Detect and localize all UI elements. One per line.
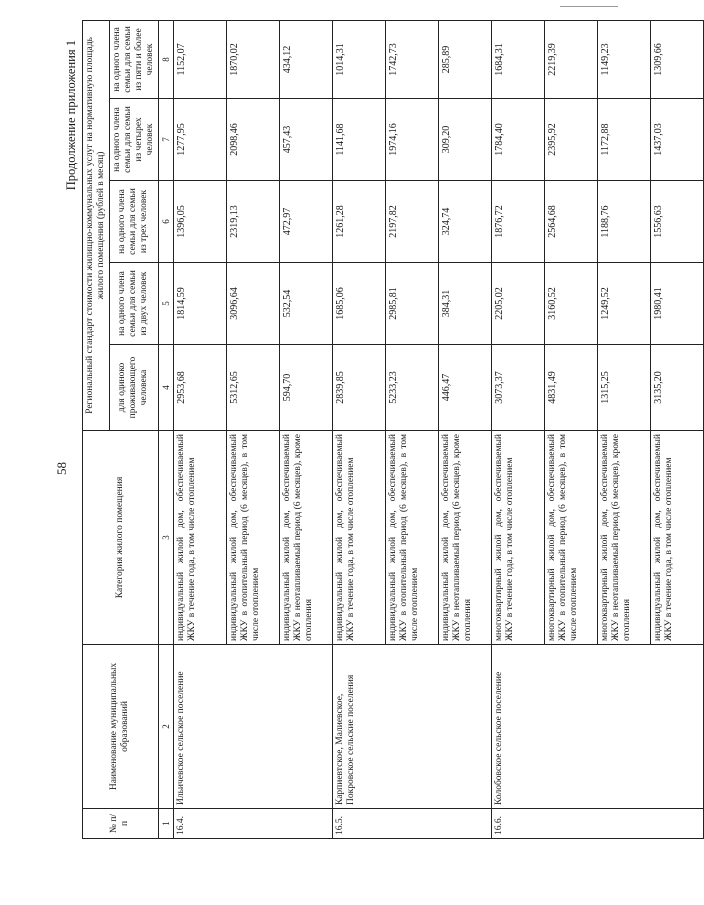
- table-row: [173, 20, 226, 838]
- value-cell: 1261,28: [332, 181, 385, 263]
- value-cell: 3096,64: [226, 263, 279, 345]
- value-cell: 2564,68: [544, 181, 597, 263]
- category-cell: индивидуальный жилой дом, обеспечиваемый ЖКУ в неотапливаемый период (6 месяцев), кроме отопления: [279, 431, 332, 645]
- page-number: 58: [54, 462, 69, 475]
- value-cell: 1014,31: [332, 20, 385, 98]
- value-cell: 2197,82: [385, 181, 438, 263]
- value-cell: 2319,13: [226, 181, 279, 263]
- value-cell: 594,70: [279, 345, 332, 431]
- value-cell: 1309,66: [650, 20, 703, 98]
- value-cell: 446,47: [438, 345, 491, 431]
- value-cell: 1396,05: [173, 181, 226, 263]
- column-number: 3: [158, 431, 173, 645]
- value-cell: 1152,07: [173, 20, 226, 98]
- value-cell: 434,12: [279, 20, 332, 98]
- value-cell: 3160,52: [544, 263, 597, 345]
- value-cell: 285,89: [438, 20, 491, 98]
- value-cell: 2953,68: [173, 345, 226, 431]
- row-number: 16.6.: [491, 809, 703, 839]
- value-cell: 1980,41: [650, 263, 703, 345]
- value-cell: 1249,52: [597, 263, 650, 345]
- appendix-title: Продолжение приложения 1: [64, 40, 78, 191]
- value-cell: 472,97: [279, 181, 332, 263]
- value-cell: 2219,39: [544, 20, 597, 98]
- header-four: на одного члена семьи для семьи из четырех человек: [109, 99, 158, 181]
- value-cell: 3135,20: [650, 345, 703, 431]
- value-cell: 1784,40: [491, 99, 544, 181]
- value-cell: 384,31: [438, 263, 491, 345]
- value-cell: 457,43: [279, 99, 332, 181]
- value-cell: 1277,95: [173, 99, 226, 181]
- header-five: на одного члена семьи для семьи из пяти и более человек: [109, 20, 158, 98]
- municipality-name: Карпиевтское, Малиевское, Покровское сельские поселения: [332, 645, 491, 809]
- value-cell: 5233,23: [385, 345, 438, 431]
- header-standard-title: Региональный стандарт стоимости жилищно-коммунальных услуг на нормативную площадь жилого помещения (рублей в месяц): [83, 20, 110, 430]
- table-row: [332, 20, 385, 838]
- category-cell: многоквартирный жилой дом, обеспечиваемый ЖКУ в неотапливаемый период (6 месяцев), кроме отопления: [597, 431, 650, 645]
- value-cell: 2395,92: [544, 99, 597, 181]
- header-single: для одиноко проживающего человека: [109, 345, 158, 431]
- table-row: [491, 20, 544, 838]
- category-cell: индивидуальный жилой дом, обеспечиваемый ЖКУ в течение года, в том числе отоплением: [650, 431, 703, 645]
- column-number: 1: [158, 809, 173, 839]
- category-cell: индивидуальный жилой дом, обеспечиваемый ЖКУ в отопительный период (6 месяцев), в том числе отоплением: [226, 431, 279, 645]
- column-number: 6: [158, 181, 173, 263]
- value-cell: 2839,85: [332, 345, 385, 431]
- value-cell: 1870,02: [226, 20, 279, 98]
- value-cell: 1141,68: [332, 99, 385, 181]
- header-two: на одного члена семьи для семьи из двух человек: [109, 263, 158, 345]
- column-number: 5: [158, 263, 173, 345]
- category-cell: индивидуальный жилой дом, обеспечиваемый ЖКУ в неотапливаемый период (6 месяцев), кроме отопления: [438, 431, 491, 645]
- row-number: 16.5.: [332, 809, 491, 839]
- value-cell: 1315,25: [597, 345, 650, 431]
- category-cell: индивидуальный жилой дом, обеспечиваемый ЖКУ в течение года, в том числе отоплением: [173, 431, 226, 645]
- value-cell: 1974,16: [385, 99, 438, 181]
- value-cell: 1684,31: [491, 20, 544, 98]
- value-cell: 1876,72: [491, 181, 544, 263]
- value-cell: 1556,63: [650, 181, 703, 263]
- value-cell: 532,54: [279, 263, 332, 345]
- value-cell: 1188,76: [597, 181, 650, 263]
- header-category: Категория жилого помещения: [83, 431, 159, 645]
- column-number: 2: [158, 645, 173, 809]
- value-cell: 1814,59: [173, 263, 226, 345]
- value-cell: 5312,65: [226, 345, 279, 431]
- header-no: № п/п: [83, 809, 159, 839]
- category-cell: многоквартирный жилой дом, обеспечиваемый ЖКУ в течение года, в том числе отоплением: [491, 431, 544, 645]
- value-cell: 1742,73: [385, 20, 438, 98]
- category-cell: индивидуальный жилой дом, обеспечиваемый ЖКУ в отопительный период (6 месяцев), в том числе отоплением: [385, 431, 438, 645]
- value-cell: 4831,49: [544, 345, 597, 431]
- category-cell: индивидуальный жилой дом, обеспечиваемый ЖКУ в течение года, в том числе отоплением: [332, 431, 385, 645]
- row-number: 16.4.: [173, 809, 332, 839]
- cost-standard-table: [82, 20, 704, 839]
- value-cell: 1437,03: [650, 99, 703, 181]
- municipality-name: Колобовское сельское поселение: [491, 645, 703, 809]
- header-municipality: Наименование муниципальных образований: [83, 645, 159, 809]
- value-cell: 3073,37: [491, 345, 544, 431]
- column-number: 4: [158, 345, 173, 431]
- category-cell: многоквартирный жилой дом, обеспечиваемый ЖКУ в отопительный период (6 месяцев), в том числе отоплением: [544, 431, 597, 645]
- value-cell: 2098,46: [226, 99, 279, 181]
- value-cell: 1685,06: [332, 263, 385, 345]
- value-cell: 324,74: [438, 181, 491, 263]
- column-number: 8: [158, 20, 173, 98]
- column-number-row: [158, 20, 173, 838]
- value-cell: 1172,88: [597, 99, 650, 181]
- header-three: на одного члена семьи для семьи из трех человек: [109, 181, 158, 263]
- municipality-name: Ильичевское сельское поселение: [173, 645, 332, 809]
- value-cell: 1149,23: [597, 20, 650, 98]
- value-cell: 2205,02: [491, 263, 544, 345]
- value-cell: 2985,81: [385, 263, 438, 345]
- column-number: 7: [158, 99, 173, 181]
- value-cell: 309,20: [438, 99, 491, 181]
